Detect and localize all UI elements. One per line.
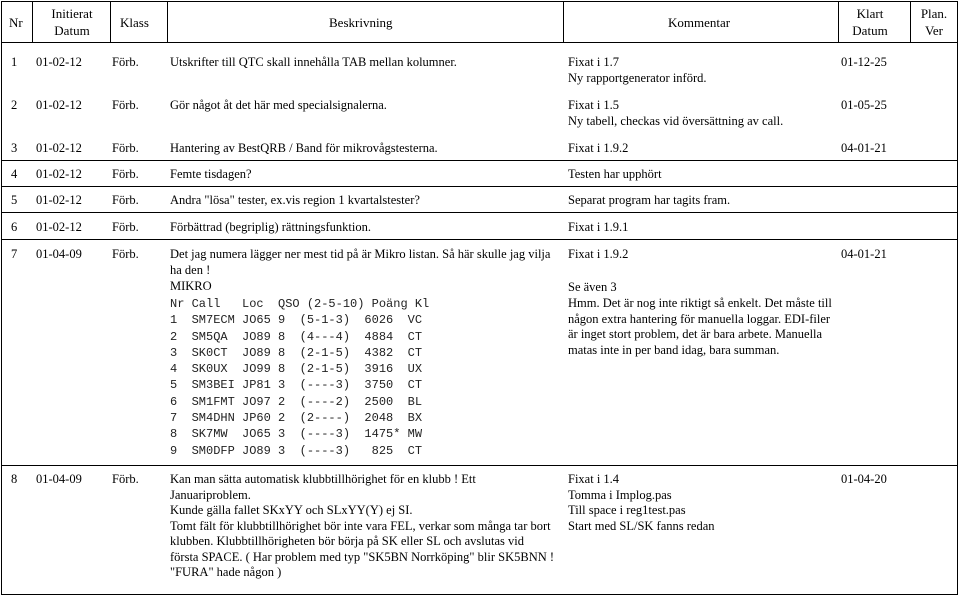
cell-klass: Förb.	[112, 472, 139, 486]
cell-beskrivning: Hantering av BestQRB / Band för mikrovågstesterna.	[170, 141, 438, 155]
mikro-title: MIKRO	[170, 279, 212, 293]
cell-datum: 01-02-12	[36, 220, 82, 234]
row-divider	[2, 42, 957, 43]
list-item: 9 SM0DFP JO89 3 (----3) 825 CT	[170, 443, 423, 458]
cell-klass: Förb.	[112, 98, 139, 112]
cell-beskrivning: Förbättrad (begriplig) rättningsfunktion.	[170, 220, 372, 234]
cell-klass: Förb.	[112, 55, 139, 69]
cell-datum: 01-02-12	[36, 141, 82, 155]
list-item: 3 SK0CT JO89 8 (2-1-5) 4382 CT	[170, 345, 423, 360]
header-divider	[110, 2, 111, 42]
row-divider	[2, 160, 957, 161]
list-item: 1 SM7ECM JO65 9 (5-1-3) 6026 VC	[170, 313, 423, 328]
header-divider	[910, 2, 911, 42]
cell-datum: 01-02-12	[36, 193, 82, 207]
row-divider	[2, 239, 957, 240]
list-item: Nr Call Loc QSO (2-5-10) Poäng Kl	[170, 297, 430, 311]
header-klass: Klass	[120, 15, 149, 30]
header-divider	[167, 2, 168, 42]
cell-klart: 04-01-21	[841, 247, 887, 261]
cell-klass: Förb.	[112, 141, 139, 155]
issue-table	[1, 1, 958, 595]
mikro-list	[170, 296, 429, 459]
row-divider	[2, 212, 957, 213]
cell-datum: 01-04-09	[36, 472, 82, 486]
cell-nr: 8	[11, 472, 18, 486]
header-divider	[838, 2, 839, 42]
cell-nr: 4	[11, 167, 18, 181]
cell-kommentar-version: Fixat i 1.9.2	[568, 247, 629, 261]
list-item: 8 SK7MW JO65 3 (----3) 1475* MW	[170, 427, 423, 442]
cell-beskrivning: Andra "lösa" tester, ex.vis region 1 kvartalstester?	[170, 193, 420, 207]
cell-klass: Förb.	[112, 167, 139, 181]
cell-nr: 1	[11, 55, 18, 69]
header-divider	[32, 2, 33, 42]
header-kommentar: Kommentar	[668, 15, 731, 30]
list-item: 6 SM1FMT JO97 2 (----2) 2500 BL	[170, 394, 423, 409]
cell-kommentar: Fixat i 1.9.2	[568, 141, 629, 155]
row-divider	[2, 465, 957, 466]
cell-kommentar: Testen har upphört	[568, 167, 662, 181]
cell-klart: 01-04-20	[841, 472, 887, 486]
cell-kommentar: Fixat i 1.7 Ny rapportgenerator införd.	[568, 55, 707, 85]
header-initierat: Initierat Datum	[51, 6, 93, 38]
cell-beskrivning: Kan man sätta automatisk klubbtillhörighet för en klubb ! Ett Januariproblem. Kunde gälla fallet SKxYY och SLxYY(Y) ej SI. Tomt fält för klubbtillhörighet bör inte vara FEL, verkar som många tar bort klubben. Klubbtillhörigheten bör börja på SK eller SL och avslutas vid första SPACE. ( Har problem med typ "SK5BN Norrköping" blir SK5BNN ! "FURA" hade någon )	[170, 472, 555, 579]
cell-datum: 01-02-12	[36, 167, 82, 181]
header-klart: Klart Datum	[852, 6, 888, 38]
list-item: 2 SM5QA JO89 8 (4---4) 4884 CT	[170, 329, 423, 344]
cell-datum: 01-04-09	[36, 247, 82, 261]
list-item: 5 SM3BEI JP81 3 (----3) 3750 CT	[170, 378, 423, 393]
cell-kommentar: Fixat i 1.5 Ny tabell, checkas vid översättning av call.	[568, 98, 784, 128]
header-nr: Nr	[9, 15, 23, 30]
cell-klass: Förb.	[112, 247, 139, 261]
row-divider	[2, 186, 957, 187]
cell-nr: 3	[11, 141, 18, 155]
cell-datum: 01-02-12	[36, 98, 82, 112]
cell-nr: 5	[11, 193, 18, 207]
list-item: 7 SM4DHN JP60 2 (2----) 2048 BX	[170, 411, 423, 426]
cell-beskrivning: Femte tisdagen?	[170, 167, 252, 181]
cell-klart: 01-12-25	[841, 55, 887, 69]
cell-klass: Förb.	[112, 193, 139, 207]
header-plan: Plan. Ver	[920, 6, 948, 38]
cell-klart: 04-01-21	[841, 141, 887, 155]
header-beskrivning: Beskrivning	[329, 15, 393, 30]
cell-kommentar: Fixat i 1.9.1	[568, 220, 629, 234]
cell-klart: 01-05-25	[841, 98, 887, 112]
cell-beskrivning: Det jag numera lägger ner mest tid på är Mikro listan. Så här skulle jag vilja ha den !	[170, 247, 551, 277]
cell-kommentar: Hmm. Det är nog inte riktigt så enkelt. Det måste till någon extra hantering för manuella loggar. EDI-filer är inget stort problem, det är bara arbete. Manuella matas inte in per band idag, bara summan.	[568, 296, 832, 357]
cell-datum: 01-02-12	[36, 55, 82, 69]
header-divider	[563, 2, 564, 42]
list-item: 4 SK0UX JO99 8 (2-1-5) 3916 UX	[170, 362, 423, 377]
cell-kommentar: Fixat i 1.4 Tomma i Implog.pas Till space i reg1test.pas Start med SL/SK fanns redan	[568, 472, 715, 533]
cell-nr: 7	[11, 247, 18, 261]
cell-beskrivning: Utskrifter till QTC skall innehålla TAB mellan kolumner.	[170, 55, 457, 69]
cell-kommentar-ref: Se även 3	[568, 280, 617, 294]
cell-beskrivning: Gör något åt det här med specialsignalerna.	[170, 98, 387, 112]
cell-nr: 2	[11, 98, 18, 112]
cell-kommentar: Separat program har tagits fram.	[568, 193, 731, 207]
cell-nr: 6	[11, 220, 18, 234]
cell-klass: Förb.	[112, 220, 139, 234]
